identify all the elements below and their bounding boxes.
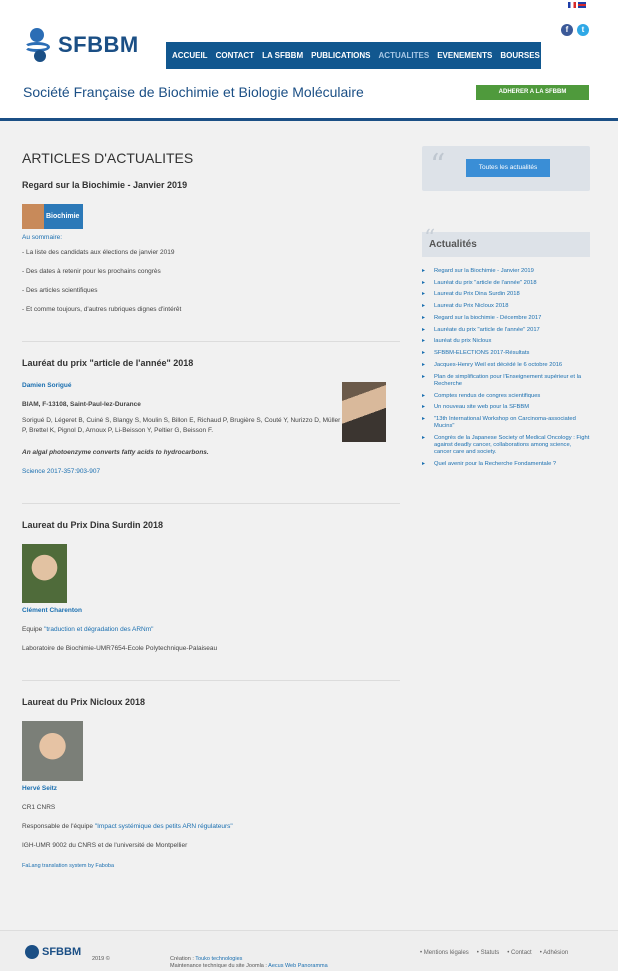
affiliation: BIAM, F-13108, Saint-Paul-lez-Durance — [22, 401, 141, 408]
footer-logo-text: SFBBM — [42, 946, 82, 958]
site-logo[interactable] — [24, 28, 139, 62]
summary-link[interactable]: Au sommaire: — [22, 234, 63, 241]
portrait-photo — [22, 544, 67, 603]
nav-item-bourses-prix[interactable]: BOURSES / PRIX — [500, 51, 566, 60]
news-list-item[interactable]: ▸ Laureat du Prix Nicloux 2018 — [422, 303, 590, 310]
summary-item: - Et comme toujours, d'autres rubriques dignes d'intérêt — [22, 306, 182, 313]
language-switcher — [568, 2, 586, 8]
lab: IGH-UMR 9002 du CNRS et de l'université de Montpellier — [22, 841, 188, 849]
summary-item: - Des dates à retenir pour les prochains congrès — [22, 268, 161, 275]
article-item — [22, 180, 400, 342]
all-news-button[interactable]: Toutes les actualités — [466, 159, 550, 177]
thumbnail-label: Biochimie — [46, 213, 80, 220]
news-list-item[interactable]: ▸ Lauréate du prix "article de l'année" 2017 — [422, 327, 590, 334]
news-list-item[interactable]: ▸ Jacques-Henry Weil est décédé le 6 octobre 2016 — [422, 362, 590, 369]
footer-link-contact[interactable]: • Contact — [507, 950, 532, 956]
person-link[interactable]: Hervé Seitz — [22, 784, 58, 792]
news-list-item[interactable]: ▸ Lauréat du prix "article de l'année" 2018 — [422, 280, 590, 287]
main-content — [22, 150, 400, 901]
team-prefix: Responsable de l'équipe — [22, 822, 93, 830]
quote-icon: “ — [430, 148, 446, 183]
article-title[interactable]: Laureat du Prix Nicloux 2018 — [22, 696, 146, 707]
footer-link-mentions[interactable]: • Mentions légales — [420, 950, 469, 956]
creation-label: Création : — [170, 956, 194, 962]
news-list-item[interactable]: ▸ Comptes rendus de congres scientifiques — [422, 393, 590, 400]
news-list-item[interactable]: ▸ Congrès de la Japanese Society of Medical Oncology : Fight against deadly cancer, collaborations among science, cancer care and society. — [422, 435, 590, 457]
news-list-item[interactable]: ▸ SFBBM-ELECTIONS 2017-Résultats — [422, 350, 590, 357]
site-header — [0, 0, 618, 121]
news-list-item[interactable]: ▸ lauréat du prix Nicloux — [422, 338, 590, 345]
logo-mark-icon — [24, 28, 56, 62]
role: CR1 CNRS — [22, 803, 56, 811]
article-title[interactable]: Laureat du Prix Dina Surdin 2018 — [22, 519, 164, 530]
summary-item: - Des articles scientifiques — [22, 287, 98, 294]
join-button[interactable]: ADHERER A LA SFBBM — [476, 85, 589, 100]
nav-item-la-sfbbm[interactable]: LA SFBBM — [262, 51, 304, 60]
maintenance-label: Maintenance technique du site Joomla : — [170, 963, 267, 970]
logo-mark-icon — [25, 945, 39, 959]
site-footer — [0, 930, 618, 971]
team-link[interactable]: "Impact systémique des petits ARN régulateurs" — [94, 822, 233, 830]
nav-item-accueil[interactable]: ACCUEIL — [172, 51, 208, 60]
sidebar-title: Actualités — [429, 239, 477, 250]
news-list-item[interactable]: ▸ Quel avenir pour la Recherche Fondamentale ? — [422, 461, 590, 468]
fr-flag-icon[interactable] — [568, 2, 576, 8]
team-line — [22, 823, 400, 830]
news-list-item[interactable]: ▸ Un nouveau site web pour la SFBBM — [422, 404, 590, 411]
nav-item-actualites[interactable]: ACTUALITES — [378, 51, 430, 60]
facebook-icon[interactable]: f — [561, 24, 573, 36]
footer-logo[interactable] — [25, 945, 81, 959]
team-line — [22, 626, 400, 633]
person-link[interactable]: Damien Sorigué — [22, 382, 72, 389]
portrait-photo — [342, 382, 386, 442]
footer-link-statuts[interactable]: • Statuts — [476, 950, 500, 956]
twitter-icon[interactable]: t — [577, 24, 589, 36]
lab: Laboratoire de Biochimie-UMR7654-Ecole Polytechnique-Palaiseau — [22, 644, 218, 652]
article-title[interactable]: Regard sur la Biochimie - Janvier 2019 — [22, 180, 188, 190]
paper-title: An algal photoenzyme converts fatty acids to hydrocarbons. — [22, 448, 209, 456]
falang-credit[interactable]: FaLang translation system by Faboba — [22, 862, 115, 869]
quote-icon: “ — [424, 226, 436, 251]
main-nav — [166, 42, 566, 69]
en-flag-icon[interactable] — [578, 2, 586, 8]
logo-text: SFBBM — [58, 32, 139, 57]
paper-reference-link[interactable]: Science 2017-357:903-907 — [22, 467, 101, 475]
creation-link[interactable]: Touko technologies — [195, 956, 243, 962]
news-list-item[interactable]: ▸ Regard sur la biochimie - Décembre 2017 — [422, 315, 590, 322]
nav-item-contact[interactable]: CONTACT — [215, 51, 255, 60]
article-item — [22, 697, 400, 885]
news-list-item[interactable]: ▸ Regard sur la Biochimie - Janvier 2019 — [422, 268, 590, 275]
article-title[interactable]: Lauréat du prix "article de l'année" 2018 — [22, 358, 194, 368]
team-prefix: Equipe — [22, 625, 43, 633]
authors: Sorigué D, Légeret B, Cuiné S, Blangy S, Moulin S, Billon E, Richaud P, Brugière S, Couté Y, Nurizzo D, Müller P, Brettel K, Pignol D, Arnoux P, Li-Beisson Y, Peltier G, Beisson F. — [22, 417, 341, 435]
site-subtitle: Société Française de Biochimie et Biologie Moléculaire — [23, 84, 364, 100]
article-item — [22, 358, 400, 504]
footer-link-adhesion[interactable]: • Adhésion — [539, 950, 569, 956]
page-title: ARTICLES D'ACTUALITES — [22, 150, 194, 166]
news-list-item[interactable]: ▸ "13th International Workshop on Carcinoma-associated Mucins" — [422, 416, 590, 430]
article-item — [22, 520, 400, 681]
team-link[interactable]: "traduction et dégradation des ARNm" — [44, 625, 154, 633]
person-link[interactable]: Clément Charenton — [22, 606, 82, 614]
news-list — [422, 268, 590, 468]
credits — [170, 956, 328, 971]
nav-item-evenements[interactable]: EVENEMENTS — [437, 51, 493, 60]
news-list-item[interactable]: ▸ Plan de simplification pour l'Enseignement supérieur et la Recherche — [422, 374, 590, 388]
maintenance-link[interactable]: Aecus Web Panoramma — [268, 963, 328, 970]
sidebar — [422, 146, 590, 473]
copyright: 2019 © — [92, 956, 110, 962]
footer-links — [420, 950, 568, 956]
summary-item: - La liste des candidats aux élections de janvier 2019 — [22, 249, 175, 256]
all-news-box — [422, 146, 590, 191]
portrait-photo — [22, 721, 83, 781]
sidebar-title-box — [422, 226, 590, 257]
news-list-item[interactable]: ▸ Laureat du Prix Dina Surdin 2018 — [422, 291, 590, 298]
article-body — [22, 382, 400, 475]
nav-item-publications[interactable]: PUBLICATIONS — [311, 51, 371, 60]
biochimie-thumbnail[interactable] — [22, 204, 83, 229]
